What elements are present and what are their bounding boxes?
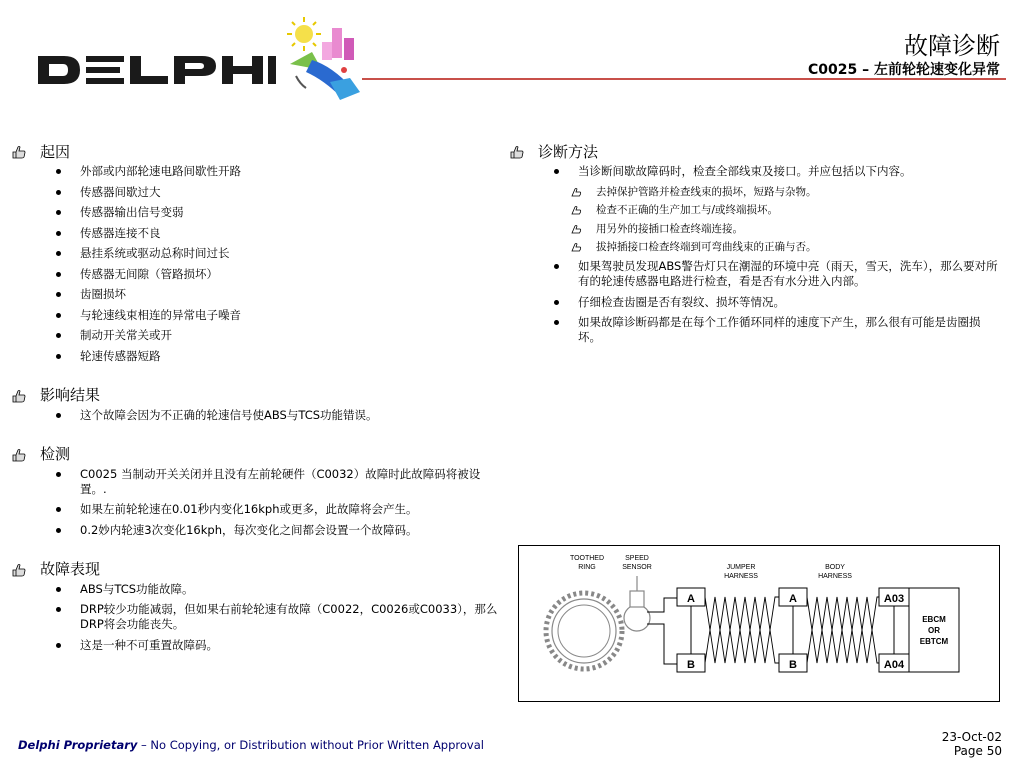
right-column — [510, 140, 1000, 359]
section-title: 诊断方法 — [538, 142, 599, 161]
pointing-hand-icon — [570, 241, 582, 253]
list-item: 传感器输出信号变弱 — [56, 205, 502, 220]
decorative-art — [282, 14, 372, 112]
pin-a04: A04 — [883, 659, 905, 671]
sub-list-item: 检查不正确的生产加工与/或终端损坏。 — [570, 203, 1000, 217]
list-item: 传感器间歇过大 — [56, 185, 502, 200]
list-item: 如果驾驶员发现ABS警告灯只在潮湿的环境中亮（雨天，雪天，洗车），那么要对所有的轮速传感器电路进行检查，看是否有水分进入内部。 — [554, 259, 1000, 289]
section-title: 起因 — [40, 142, 71, 161]
hand-icon — [12, 388, 26, 402]
wiring-diagram — [518, 545, 1000, 702]
list-item: 这是一种不可重置故障码。 — [56, 638, 502, 653]
twisted-pair-jumper — [705, 597, 779, 663]
pin-a03: A03 — [883, 593, 905, 605]
list-item: 仔细检查齿圈是否有裂纹、损坏等情况。 — [554, 295, 1000, 310]
hand-icon — [12, 447, 26, 461]
list-item: 外部或内部轮速电路间歇性开路 — [56, 164, 502, 179]
speed-sensor — [624, 576, 650, 631]
page-subtitle: C0025 – 左前轮轮速变化异常 — [808, 62, 1000, 78]
section-title: 影响结果 — [40, 386, 101, 404]
list-item: ABS与TCS功能故障。 — [56, 582, 502, 597]
label-jumper-harness: HARNESS — [724, 573, 758, 580]
pointing-hand-icon — [570, 186, 582, 198]
pin-b1: B — [687, 659, 695, 671]
footer-notice — [18, 738, 484, 752]
hand-icon — [510, 144, 524, 158]
sub-list-item: 用另外的接插口检查终端连接。 — [570, 222, 1000, 236]
list-item: DRP较少功能减弱，但如果右前轮轮速有故障（C0022，C0026或C0033），那么DRP将会功能丧失。 — [56, 602, 502, 632]
label-sensor: SENSOR — [622, 564, 652, 571]
footer-notice-text: – No Copying, or Distribution without Prior Written Approval — [137, 738, 484, 752]
list-item: 如果故障诊断码都是在每个工作循环同样的速度下产生，那么很有可能是齿圈损坏。 — [554, 315, 1000, 345]
list-item: 当诊断间歇故障码时，检查全部线束及接口。并应包括以下内容。 — [554, 164, 1000, 179]
hand-icon — [12, 562, 26, 576]
header-divider — [362, 78, 1006, 80]
pin-a2: A — [789, 593, 797, 605]
section-effects — [12, 384, 502, 423]
list-item: C0025 当制动开关关闭并且没有左前轮硬件（C0032）故障时此故障码将被设置。. — [56, 467, 502, 497]
ebtcm-label: EBTCM — [919, 637, 949, 646]
pointing-hand-icon — [570, 204, 582, 216]
label-ring: RING — [578, 564, 596, 571]
list-item: 与轮速线束相连的异常电子噪音 — [56, 308, 502, 323]
section-title: 故障表现 — [40, 560, 101, 578]
footer-page: Page 50 — [953, 744, 1002, 758]
pin-b2: B — [789, 659, 797, 671]
toothed-ring — [546, 593, 622, 669]
label-toothed: TOOTHED — [569, 555, 605, 562]
sub-list-item: 拔掉插接口检查终端到可弯曲线束的正确与否。 — [570, 240, 1000, 254]
list-item: 轮速传感器短路 — [56, 349, 502, 364]
section-diagnosis — [510, 140, 1000, 345]
left-column — [12, 140, 502, 667]
list-item: 齿圈损坏 — [56, 287, 502, 302]
list-item: 这个故障会因为不正确的轮速信号使ABS与TCS功能错误。 — [56, 408, 502, 423]
list-item: 传感器连接不良 — [56, 226, 502, 241]
list-item: 悬挂系统或驱动总称时间过长 — [56, 246, 502, 261]
list-item: 制动开关常关或开 — [56, 328, 502, 343]
footer-proprietary: Delphi Proprietary — [18, 738, 138, 752]
label-body: BODY — [825, 564, 845, 571]
ebcm-label: EBCM — [922, 615, 946, 624]
section-title: 检测 — [40, 445, 71, 463]
section-detection — [12, 443, 502, 538]
delphi-logo — [36, 50, 276, 90]
list-item: 0.2妙内轮速3次变化16kph，每次变化之间都会设置一个故障码。 — [56, 523, 502, 538]
list-item: 传感器无间隙（管路损坏） — [56, 267, 502, 282]
ebcm-or: OR — [928, 626, 940, 635]
pointing-hand-icon — [570, 223, 582, 235]
hand-icon — [12, 144, 26, 158]
label-jumper: JUMPER — [726, 564, 756, 571]
label-body-harness: HARNESS — [818, 573, 852, 580]
pin-a1: A — [687, 593, 695, 605]
list-item: 如果左前轮轮速在0.01秒内变化16kph或更多，此故障将会产生。 — [56, 502, 502, 517]
label-speed: SPEED — [625, 555, 649, 562]
sub-list-item: 去掉保护管路并检查线束的损坏，短路与杂物。 — [570, 185, 1000, 199]
page-title: 故障诊断 — [904, 32, 1000, 60]
section-symptoms — [12, 558, 502, 653]
footer-date: 23-Oct-02 — [941, 730, 1002, 744]
twisted-pair-body — [807, 597, 879, 663]
section-causes — [12, 140, 502, 364]
footer-meta — [942, 730, 1002, 758]
